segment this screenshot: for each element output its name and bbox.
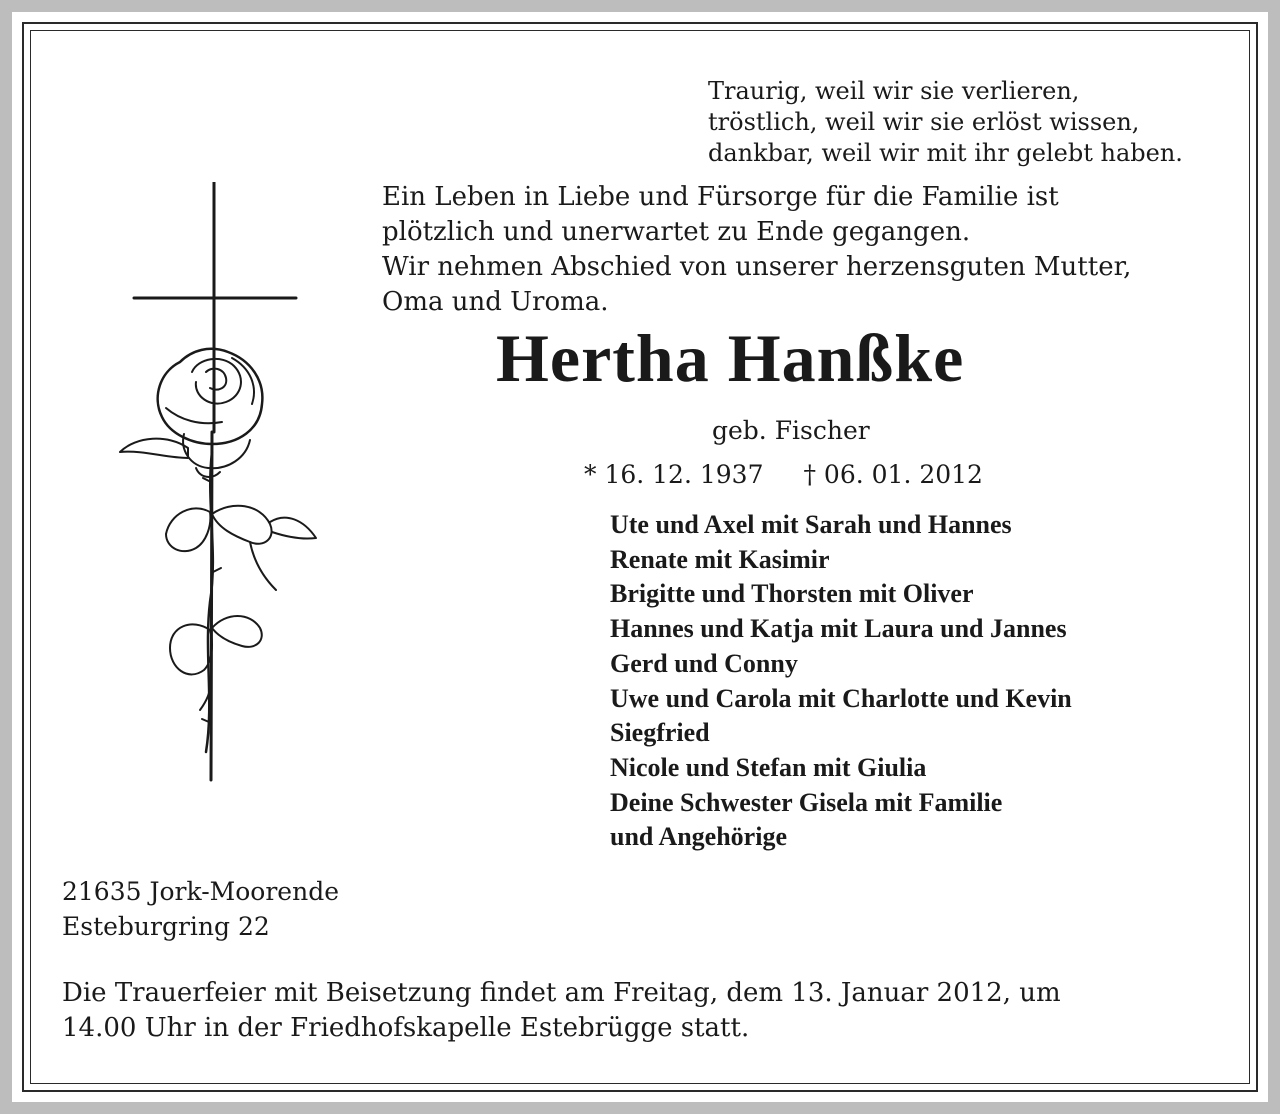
motto-line: tröstlich, weil wir sie erlöst wissen, bbox=[708, 108, 1140, 136]
mourner-line: Nicole und Stefan mit Giulia bbox=[610, 752, 927, 782]
mourner-line: Ute und Axel mit Sarah und Hannes bbox=[610, 510, 1012, 539]
mourner-line: Uwe und Carola mit Charlotte und Kevin bbox=[610, 683, 1072, 713]
mourner-line: Gerd und Conny bbox=[610, 648, 798, 678]
mourner-line: Renate mit Kasimir bbox=[610, 544, 830, 574]
mourner-line: Deine Schwester Gisela mit Familie bbox=[610, 787, 1003, 817]
intro-line: Oma und Uroma. bbox=[382, 287, 609, 317]
address bbox=[62, 874, 339, 944]
funeral-line: Die Trauerfeier mit Beisetzung findet am Freitag, dem 13. Januar 2012, um bbox=[62, 978, 1061, 1008]
motto-line: dankbar, weil wir mit ihr gelebt haben. bbox=[708, 139, 1183, 167]
cross-with-rose-icon bbox=[100, 182, 320, 782]
obituary-notice bbox=[12, 12, 1268, 1102]
deceased-name: Hertha Hanßke bbox=[496, 320, 965, 396]
mourner-line: Brigitte und Thorsten mit Oliver bbox=[610, 579, 974, 609]
mourner-line: und Angehörige bbox=[610, 822, 787, 852]
intro-text bbox=[382, 180, 1131, 320]
address-street: Esteburgring 22 bbox=[62, 912, 270, 941]
death-date: † 06. 01. 2012 bbox=[803, 460, 983, 489]
motto-line: Traurig, weil wir sie verlieren, bbox=[708, 77, 1080, 105]
life-dates bbox=[584, 462, 983, 487]
mourner-line: Siegfried bbox=[610, 718, 710, 748]
birth-date: * 16. 12. 1937 bbox=[584, 460, 764, 489]
intro-line: Wir nehmen Abschied von unserer herzensguten Mutter, bbox=[382, 252, 1132, 282]
intro-line: Ein Leben in Liebe und Fürsorge für die Familie ist bbox=[382, 182, 1059, 212]
address-city: 21635 Jork-Moorende bbox=[62, 877, 340, 906]
maiden-name: geb. Fischer bbox=[712, 416, 870, 445]
motto bbox=[708, 76, 1183, 169]
mourner-line: Hannes und Katja mit Laura und Jannes bbox=[610, 614, 1067, 644]
mourners-list bbox=[610, 508, 1072, 855]
funeral-line: 14.00 Uhr in der Friedhofskapelle Estebrügge statt. bbox=[62, 1013, 750, 1043]
intro-line: plötzlich und unerwartet zu Ende gegangen. bbox=[382, 217, 971, 247]
funeral-notice bbox=[62, 976, 1061, 1046]
